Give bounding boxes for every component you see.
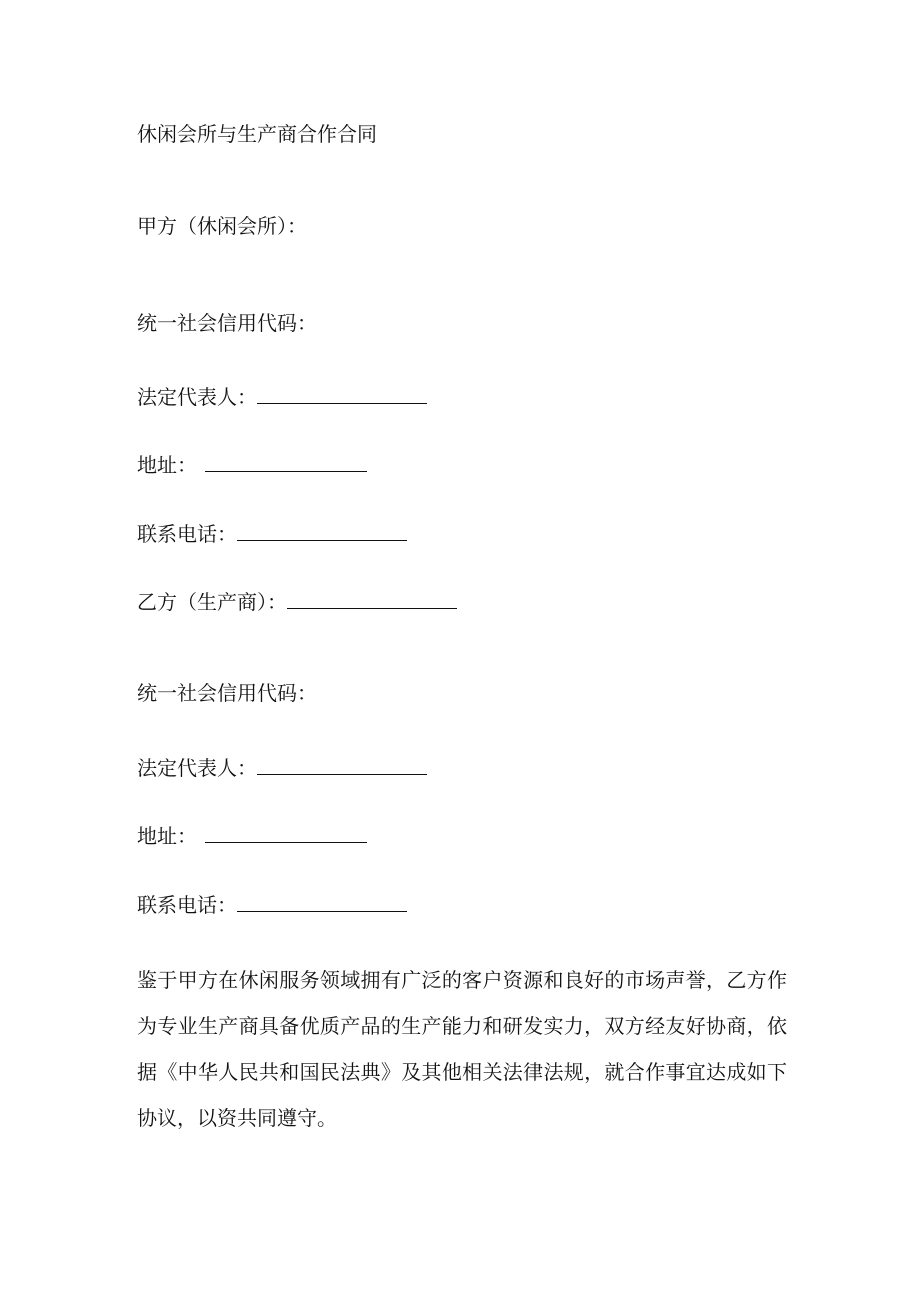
address-blank [205, 453, 367, 472]
party-b-heading: 乙方（生产商）： [137, 590, 457, 614]
party-a-credit-code: 统一社会信用代码： [137, 311, 317, 335]
document-title: 休闲会所与生产商合作合同 [137, 122, 377, 146]
party-a-phone: 联系电话： [137, 522, 407, 546]
party-a-address: 地址： [137, 453, 367, 477]
preamble-paragraph: 鉴于甲方在休闲服务领域拥有广泛的客户资源和良好的市场声誉，乙方作为专业生产商具备优质产品的生产能力和研发实力，双方经友好协商，依据《中华人民共和国民法典》及其他相关法律法规，就合作事宜达成如下协议，以资共同遵守。 [137, 968, 787, 1130]
party-b-address: 地址： [137, 824, 367, 848]
phone-blank [237, 522, 407, 541]
party-b-name-blank [287, 590, 457, 609]
party-b-phone: 联系电话： [137, 893, 407, 917]
phone-blank [237, 893, 407, 912]
party-b-legal-rep: 法定代表人： [137, 756, 427, 780]
party-a-heading: 甲方（休闲会所）： [137, 214, 307, 238]
address-blank [205, 824, 367, 843]
legal-rep-blank [257, 756, 427, 775]
legal-rep-blank [257, 385, 427, 404]
party-b-credit-code: 统一社会信用代码： [137, 681, 317, 705]
party-a-legal-rep: 法定代表人： [137, 385, 427, 409]
